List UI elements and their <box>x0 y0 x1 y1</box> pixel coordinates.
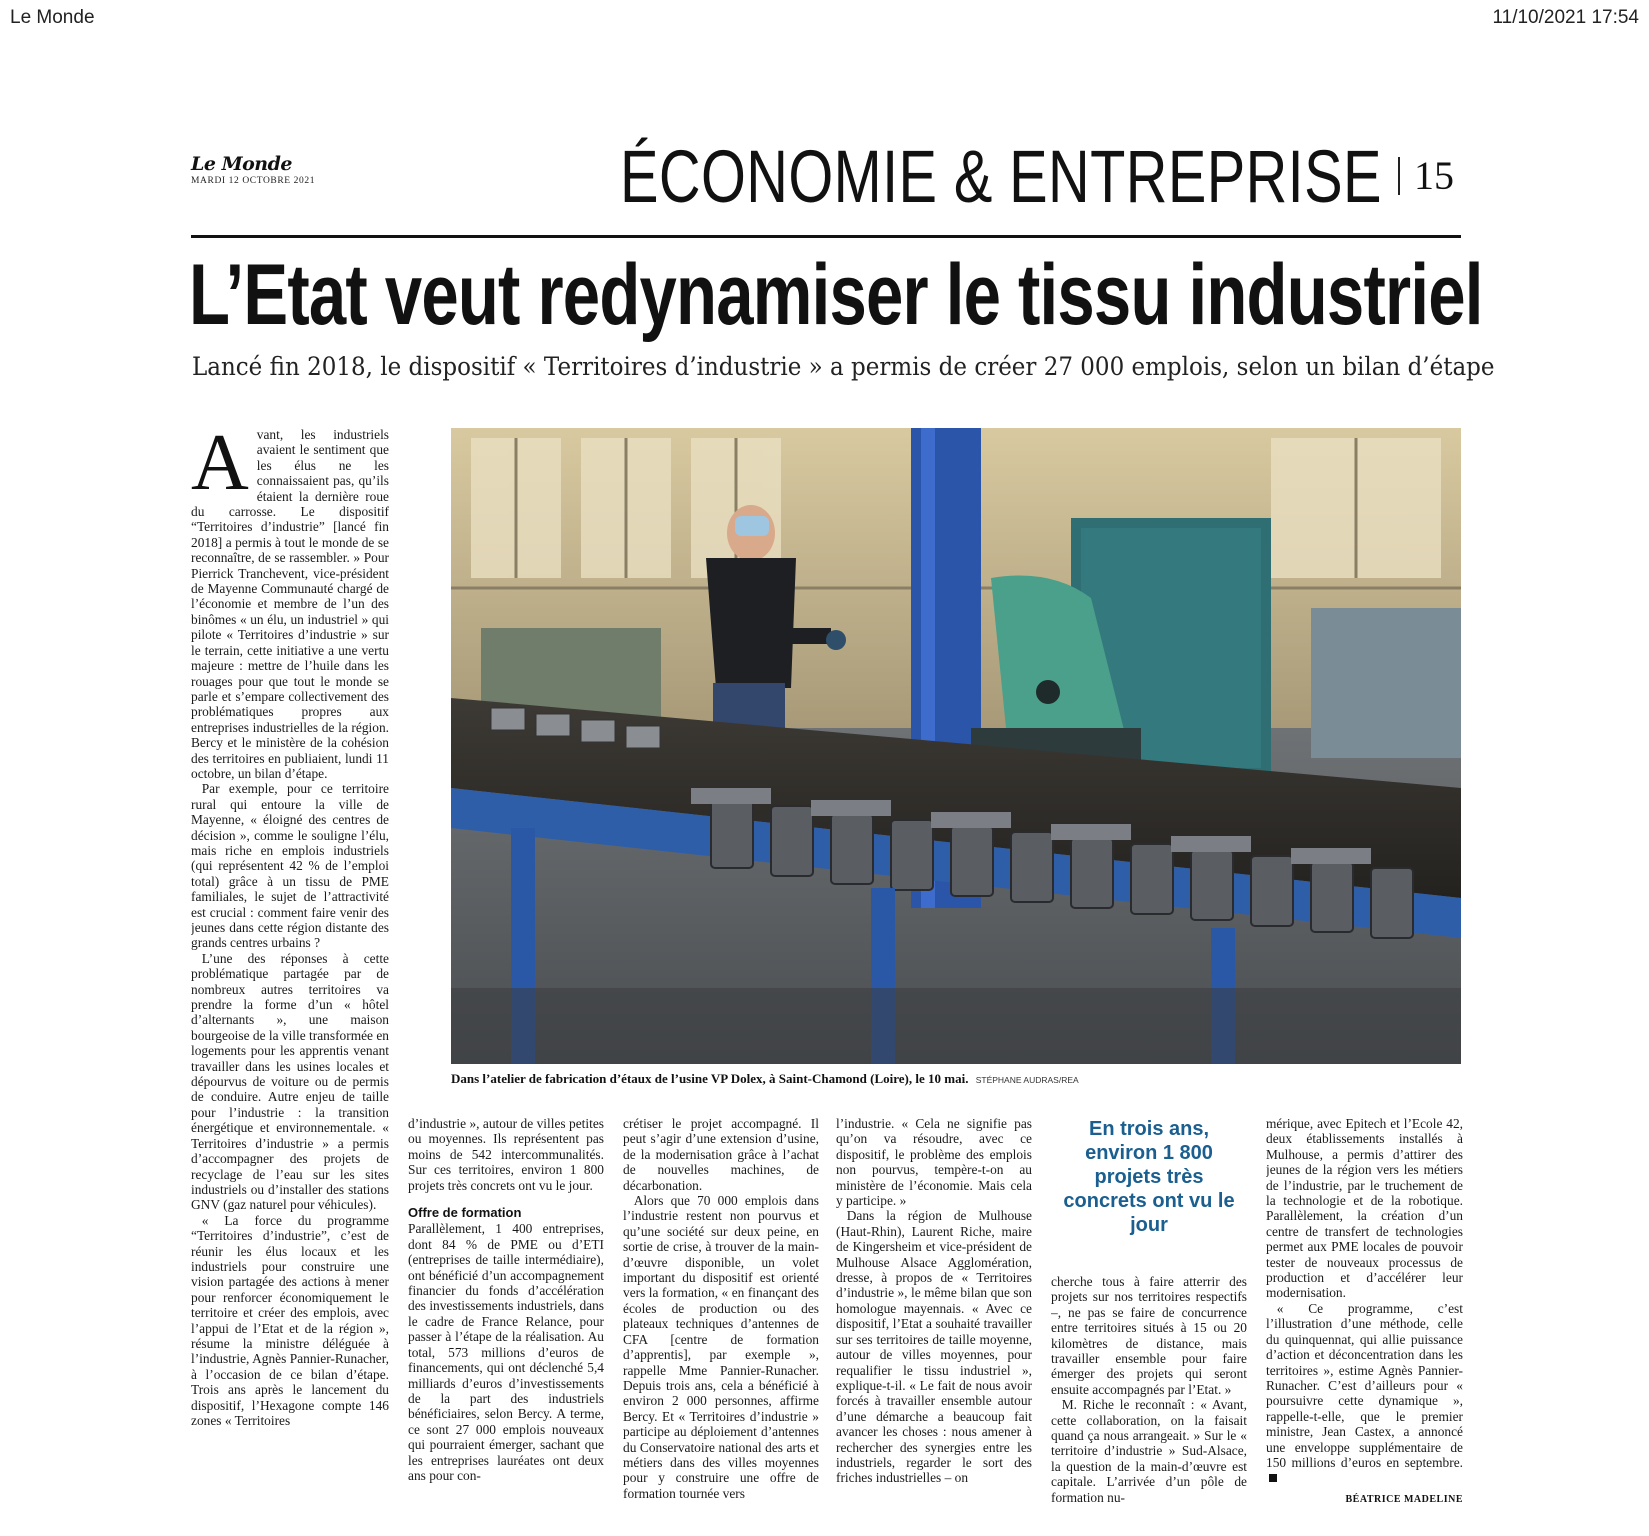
article-photo <box>451 428 1461 1064</box>
paragraph: Parallèlement, 1 400 entreprises, dont 84 % de PME ou d’ETI (entreprises de taille intermédiaire), ont bénéficié d’un accompagnement financier du fonds d’accélération des investissements industriels, dans le cadre de France Relance, pour passer à l’étape de la réalisation. Au total, 573 millions d’euros de financements, qui ont déclenché 5,4 milliards d’euros d’investissements de la part des industriels bénéficiaires, selon Bercy. A terme, ce sont 27 000 emplois nouveaux qui pourraient émerger, sachant que les entreprises lauréates ont deux ans pour con- <box>408 1221 604 1483</box>
browser-bar <box>0 0 1649 40</box>
paragraph: Dans la région de Mulhouse (Haut-Rhin), Laurent Riche, maire de Kingersheim et vice-président de Mulhouse Alsace Agglomération, dresse, à propos de « Territoires d’industrie », le même bilan que son homologue mayennais. « Avec ce dispositif, l’Etat a souhaité travailler sur ses territoires de taille moyenne, autour de villes moyennes, pour requalifier le tissu industriel », explique-t-il. « Le fait de nous avoir forcés à travailler ensemble autour d’une démarche a beaucoup fait avancer les choses : nous amener à rechercher des synergies entre les industriels, regarder le sort des friches industrielles – on <box>836 1208 1032 1486</box>
paragraph: Alors que 70 000 emplois dans l’industrie restent non pourvus et qu’une société sur deux peine, en sortie de crise, à trouver de la main-d’œuvre disponible, un volet important du dispositif est orienté vers la formation, « en finançant des écoles de production ou des plateaux techniques d’antennes de CFA [centre de formation d’apprentis], par exemple », rappelle Mme Pannier-Runacher. Depuis trois ans, cela a bénéficié à environ 2 000 personnes, affirme Bercy. Et « Territoires d’industrie » participe au déploiement d’antennes du Conservatoire national des arts et métiers dans des villes moyennes pour y construire une offre de formation tournée vers <box>623 1193 819 1501</box>
page-number-divider <box>1398 157 1400 195</box>
newspaper-logo: Le Monde <box>191 153 292 175</box>
section-title: ÉCONOMIE & ENTREPRISE <box>620 135 1382 218</box>
paragraph: l’industrie. « Cela ne signifie pas qu’on va résoudre, avec ce dispositif, le problème des emplois non pourvus, tempère-t-on au ministère de l’économie. Mais cela y participe. » <box>836 1116 1032 1209</box>
paragraph: M. Riche le reconnaît : « Avant, cette collaboration, on la faisait quand ça nous arrangeait. » Sur le « territoire d’industrie » Sud-Alsace, la question de la main-d’œuvre est capitale. L’arrivée d’un pôle de formation nu- <box>1051 1397 1247 1505</box>
header-rule <box>191 235 1461 238</box>
site-name: Le Monde <box>10 7 95 28</box>
page-number: 15 <box>1414 153 1454 198</box>
photo-caption <box>451 1071 1461 1087</box>
masthead <box>191 153 315 186</box>
article-column-3 <box>623 1116 819 1506</box>
article-column-4 <box>836 1116 1032 1506</box>
paragraph: cherche tous à faire atterrir des projets sur nos territoires respectifs –, ne pas se faire de concurrence entre territoires situés à 15 ou 20 kilomètres de distance, mais travailler ensemble pour faire émerger des projets qui seront ensuite accompagnés par l’Etat. » <box>1051 1274 1247 1397</box>
article-standfirst: Lancé fin 2018, le dispositif « Territoires d’industrie » a permis de créer 27 000 emplois, selon un bilan d’étape <box>192 352 1495 381</box>
photo-credit: STÉPHANE AUDRAS/REA <box>975 1075 1079 1085</box>
drop-cap: A <box>191 427 249 507</box>
paragraph: d’industrie », autour de villes petites ou moyennes. Ils représentent pas moins de 542 intercommunalités. Sur ces territoires, environ 1 800 projets très concrets ont vu le jour. <box>408 1116 604 1193</box>
author-signature: BÉATRICE MADELINE <box>1345 1494 1463 1505</box>
pull-quote: En trois ans, environ 1 800 projets très concrets ont vu le jour <box>1063 1118 1235 1236</box>
end-of-article-mark <box>1269 1474 1277 1482</box>
paragraph: vant, les industriels avaient le sentiment que les élus ne les connaissaient pas, qu’ils étaient la dernière roue du carrosse. Le dispositif “Territoires d’industrie” [lancé fin 2018] a permis à tout le monde de se reconnaître, de se rassembler. » Pour Pierrick Tranchevent, vice-président de Mayenne Communauté chargé de l’économie et membre de l’un des binômes « un élu, un industriel » qui pilote « Territoires d’industrie » sur le terrain, cette initiative a une vertu majeure : mettre de l’huile dans les rouages pour que tout le monde se parle et s’empare collectivement des problématiques propres aux entreprises industrielles de la région. Bercy et le ministère de la cohésion des territoires en publiaient, lundi 11 octobre, un bilan d’étape. <box>191 427 389 781</box>
factory-workshop-image <box>451 428 1461 1064</box>
paragraph: « La force du programme “Territoires d’industrie”, c’est de réunir les élus locaux et les industriels pour construire une vision partagée des actions à mener pour renforcer économiquement le territoire et créer des emplois, avec l’appui de l’Etat et de la région », résume la ministre déléguée à l’industrie, Agnès Pannier-Runacher, à l’occasion de ce bilan d’étape. Trois ans après le lancement du dispositif, l’Hexagone compte 146 zones « Territoires <box>191 1212 389 1428</box>
issue-date: MARDI 12 OCTOBRE 2021 <box>191 176 316 186</box>
article-column-6 <box>1266 1116 1463 1492</box>
paragraph: crétiser le projet accompagné. Il peut s’agir d’une extension d’usine, de la modernisation grâce à l’achat de nouvelles machines, de décarbonation. <box>623 1116 819 1193</box>
article-column-1 <box>191 427 389 1507</box>
paragraph: Par exemple, pour ce territoire rural qui entoure la ville de Mayenne, « éloigné des centres de décision », comme le souligne l’élu, mais riche en emplois industriels (qui représentent 42 % de l’emploi total) grâce à un tissu de PME familiales, le sujet de l’attractivité est crucial : comment faire venir des jeunes dans cette région distante des grands centres urbains ? <box>191 781 389 951</box>
article-column-5 <box>1051 1274 1247 1507</box>
paragraph: L’une des réponses à cette problématique partagée par de nombreux autres territoires va prendre la forme d’un « hôtel d’alternants », une maison bourgeoise de la ville transformée en logements pour les apprentis venant travailler dans les usines locales et dépourvus de voiture ou de permis de conduire. Autre enjeu de taille pour l’industrie : la transition énergétique et environnementale. « Territoires d’industrie » a permis d’accompagner des projets de recyclage de l’eau sur les sites industriels ou d’installer des stations GNV (gaz naturel pour véhicules). <box>191 950 389 1213</box>
article-column-2 <box>408 1116 604 1506</box>
caption-text: Dans l’atelier de fabrication d’étaux de l’usine VP Dolex, à Saint-Chamond (Loire), le 10 mai. <box>451 1071 969 1086</box>
paragraph <box>1266 1301 1463 1486</box>
subheading: Offre de formation <box>408 1205 522 1221</box>
closing-paragraph-text: « Ce programme, c’est l’illustration d’une méthode, celle du quinquennat, qui allie puissance d’action et déconcentration dans les territoires », estime Agnès Pannier-Runacher. C’est d’ailleurs pour « poursuivre cette dynamique », rappelle-t-elle, que le premier ministre, Jean Castex, a annoncé une enveloppe supplémentaire de 150 millions d’euros en septembre. <box>1266 1300 1463 1470</box>
article-headline: L’Etat veut redynamiser le tissu industriel <box>189 247 1483 343</box>
print-datetime: 11/10/2021 17:54 <box>1492 7 1639 28</box>
paragraph: mérique, avec Epitech et l’Ecole 42, deux établissements installés à Mulhouse, a permis d’attirer des jeunes de la région vers les métiers de l’industrie, par le truchement de la technologie et de la robotique. Parallèlement, la création d’un centre de transfert de technologies permet aux PME locales de pouvoir tester de nouveaux processus de production et d’accélérer leur modernisation. <box>1266 1116 1463 1301</box>
